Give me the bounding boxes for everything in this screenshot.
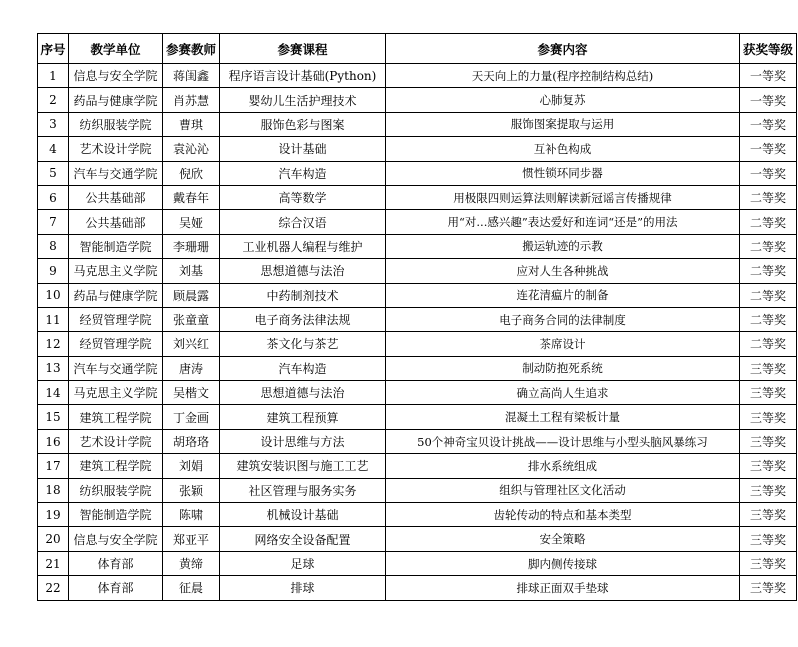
cell-index: 4: [38, 137, 69, 161]
cell-award: 二等奖: [740, 259, 797, 283]
cell-content: 心肺复苏: [386, 88, 740, 112]
cell-index: 5: [38, 161, 69, 185]
cell-department: 纺织服装学院: [69, 112, 163, 136]
cell-course: 排球: [220, 576, 386, 600]
cell-department: 经贸管理学院: [69, 307, 163, 331]
cell-teacher: 肖苏慧: [163, 88, 220, 112]
cell-course: 机械设计基础: [220, 503, 386, 527]
cell-content: 组织与管理社区文化活动: [386, 478, 740, 502]
header-department: 教学单位: [69, 34, 163, 64]
cell-index: 20: [38, 527, 69, 551]
cell-teacher: 胡珞珞: [163, 429, 220, 453]
cell-award: 三等奖: [740, 503, 797, 527]
cell-award: 一等奖: [740, 64, 797, 88]
cell-award: 二等奖: [740, 185, 797, 209]
cell-department: 智能制造学院: [69, 234, 163, 258]
cell-content: 茶席设计: [386, 332, 740, 356]
cell-index: 21: [38, 551, 69, 575]
cell-content: 天天向上的力量(程序控制结构总结): [386, 64, 740, 88]
header-teacher: 参赛教师: [163, 34, 220, 64]
table-row: [38, 210, 797, 234]
cell-department: 纺织服装学院: [69, 478, 163, 502]
cell-teacher: 张颖: [163, 478, 220, 502]
cell-index: 3: [38, 112, 69, 136]
cell-index: 13: [38, 356, 69, 380]
cell-course: 程序语言设计基础(Python): [220, 64, 386, 88]
cell-course: 汽车构造: [220, 356, 386, 380]
cell-teacher: 吴楷文: [163, 381, 220, 405]
cell-content: 制动防抱死系统: [386, 356, 740, 380]
table-row: [38, 551, 797, 575]
cell-content: 惯性锁环同步器: [386, 161, 740, 185]
cell-index: 15: [38, 405, 69, 429]
cell-course: 设计基础: [220, 137, 386, 161]
table-row: [38, 259, 797, 283]
table-row: [38, 332, 797, 356]
cell-teacher: 戴春年: [163, 185, 220, 209]
cell-course: 中药制剂技术: [220, 283, 386, 307]
cell-teacher: 丁金画: [163, 405, 220, 429]
header-content: 参赛内容: [386, 34, 740, 64]
cell-content: 排球正面双手垫球: [386, 576, 740, 600]
cell-content: 用“对...感兴趣”表达爱好和连词“还是”的用法: [386, 210, 740, 234]
cell-department: 建筑工程学院: [69, 454, 163, 478]
cell-department: 汽车与交通学院: [69, 356, 163, 380]
cell-department: 建筑工程学院: [69, 405, 163, 429]
cell-department: 公共基础部: [69, 185, 163, 209]
cell-department: 经贸管理学院: [69, 332, 163, 356]
cell-teacher: 顾晨露: [163, 283, 220, 307]
cell-teacher: 曹琪: [163, 112, 220, 136]
cell-teacher: 张童童: [163, 307, 220, 331]
cell-teacher: 陈啸: [163, 503, 220, 527]
cell-award: 三等奖: [740, 576, 797, 600]
table-row: [38, 527, 797, 551]
cell-award: 一等奖: [740, 161, 797, 185]
table-row: [38, 381, 797, 405]
table-row: [38, 307, 797, 331]
cell-course: 服饰色彩与图案: [220, 112, 386, 136]
cell-content: 排水系统组成: [386, 454, 740, 478]
table-row: [38, 478, 797, 502]
cell-content: 确立高尚人生追求: [386, 381, 740, 405]
cell-department: 药品与健康学院: [69, 88, 163, 112]
table-row: [38, 503, 797, 527]
table-row: [38, 405, 797, 429]
cell-course: 足球: [220, 551, 386, 575]
cell-index: 16: [38, 429, 69, 453]
cell-course: 网络安全设备配置: [220, 527, 386, 551]
cell-teacher: 征晨: [163, 576, 220, 600]
cell-department: 信息与安全学院: [69, 64, 163, 88]
cell-department: 艺术设计学院: [69, 137, 163, 161]
awards-table: [37, 33, 797, 601]
cell-index: 10: [38, 283, 69, 307]
cell-course: 综合汉语: [220, 210, 386, 234]
cell-course: 思想道德与法治: [220, 259, 386, 283]
cell-content: 安全策略: [386, 527, 740, 551]
table-row: [38, 234, 797, 258]
cell-content: 脚内侧传接球: [386, 551, 740, 575]
cell-teacher: 吴娅: [163, 210, 220, 234]
cell-teacher: 唐涛: [163, 356, 220, 380]
cell-content: 用极限四则运算法则解读新冠谣言传播规律: [386, 185, 740, 209]
cell-index: 6: [38, 185, 69, 209]
cell-content: 混凝土工程有梁板计量: [386, 405, 740, 429]
cell-content: 互补色构成: [386, 137, 740, 161]
cell-teacher: 黄缔: [163, 551, 220, 575]
header-row: [38, 34, 797, 64]
cell-teacher: 刘娟: [163, 454, 220, 478]
cell-index: 14: [38, 381, 69, 405]
cell-department: 马克思主义学院: [69, 259, 163, 283]
cell-content: 搬运轨迹的示教: [386, 234, 740, 258]
cell-course: 婴幼儿生活护理技术: [220, 88, 386, 112]
cell-award: 一等奖: [740, 137, 797, 161]
cell-teacher: 李珊珊: [163, 234, 220, 258]
cell-department: 信息与安全学院: [69, 527, 163, 551]
cell-course: 建筑工程预算: [220, 405, 386, 429]
cell-award: 三等奖: [740, 429, 797, 453]
cell-course: 高等数学: [220, 185, 386, 209]
cell-content: 应对人生各种挑战: [386, 259, 740, 283]
table-row: [38, 429, 797, 453]
table-row: [38, 185, 797, 209]
cell-content: 连花清瘟片的制备: [386, 283, 740, 307]
cell-award: 二等奖: [740, 332, 797, 356]
cell-course: 汽车构造: [220, 161, 386, 185]
cell-content: 电子商务合同的法律制度: [386, 307, 740, 331]
table-body: [38, 64, 797, 601]
cell-teacher: 刘兴红: [163, 332, 220, 356]
cell-index: 8: [38, 234, 69, 258]
cell-department: 智能制造学院: [69, 503, 163, 527]
table-row: [38, 112, 797, 136]
cell-award: 三等奖: [740, 454, 797, 478]
cell-award: 三等奖: [740, 551, 797, 575]
cell-course: 思想道德与法治: [220, 381, 386, 405]
cell-award: 三等奖: [740, 381, 797, 405]
cell-department: 艺术设计学院: [69, 429, 163, 453]
cell-content: 服饰图案提取与运用: [386, 112, 740, 136]
cell-department: 体育部: [69, 576, 163, 600]
cell-index: 7: [38, 210, 69, 234]
cell-award: 三等奖: [740, 478, 797, 502]
cell-teacher: 蒋闺鑫: [163, 64, 220, 88]
cell-department: 马克思主义学院: [69, 381, 163, 405]
cell-course: 社区管理与服务实务: [220, 478, 386, 502]
cell-index: 19: [38, 503, 69, 527]
cell-index: 18: [38, 478, 69, 502]
cell-award: 二等奖: [740, 307, 797, 331]
cell-department: 汽车与交通学院: [69, 161, 163, 185]
header-index: 序号: [38, 34, 69, 64]
cell-teacher: 倪欣: [163, 161, 220, 185]
cell-index: 2: [38, 88, 69, 112]
table-row: [38, 88, 797, 112]
cell-award: 三等奖: [740, 356, 797, 380]
header-course: 参赛课程: [220, 34, 386, 64]
cell-course: 设计思维与方法: [220, 429, 386, 453]
table-row: [38, 283, 797, 307]
cell-award: 一等奖: [740, 88, 797, 112]
table-row: [38, 576, 797, 600]
cell-award: 一等奖: [740, 112, 797, 136]
cell-index: 12: [38, 332, 69, 356]
cell-course: 电子商务法律法规: [220, 307, 386, 331]
cell-award: 三等奖: [740, 405, 797, 429]
table-row: [38, 64, 797, 88]
cell-award: 二等奖: [740, 234, 797, 258]
cell-department: 药品与健康学院: [69, 283, 163, 307]
header-award: 获奖等级: [740, 34, 797, 64]
cell-content: 50个神奇宝贝设计挑战——设计思维与小型头脑风暴练习: [386, 429, 740, 453]
table-row: [38, 137, 797, 161]
cell-teacher: 袁沁沁: [163, 137, 220, 161]
cell-teacher: 刘基: [163, 259, 220, 283]
cell-index: 1: [38, 64, 69, 88]
cell-award: 二等奖: [740, 210, 797, 234]
cell-index: 17: [38, 454, 69, 478]
cell-award: 三等奖: [740, 527, 797, 551]
cell-course: 建筑安装识图与施工工艺: [220, 454, 386, 478]
cell-content: 齿轮传动的特点和基本类型: [386, 503, 740, 527]
cell-index: 9: [38, 259, 69, 283]
cell-award: 二等奖: [740, 283, 797, 307]
cell-teacher: 郑亚平: [163, 527, 220, 551]
cell-course: 工业机器人编程与维护: [220, 234, 386, 258]
cell-course: 茶文化与茶艺: [220, 332, 386, 356]
cell-index: 22: [38, 576, 69, 600]
cell-department: 公共基础部: [69, 210, 163, 234]
cell-index: 11: [38, 307, 69, 331]
table-row: [38, 356, 797, 380]
cell-department: 体育部: [69, 551, 163, 575]
table-row: [38, 161, 797, 185]
table-row: [38, 454, 797, 478]
